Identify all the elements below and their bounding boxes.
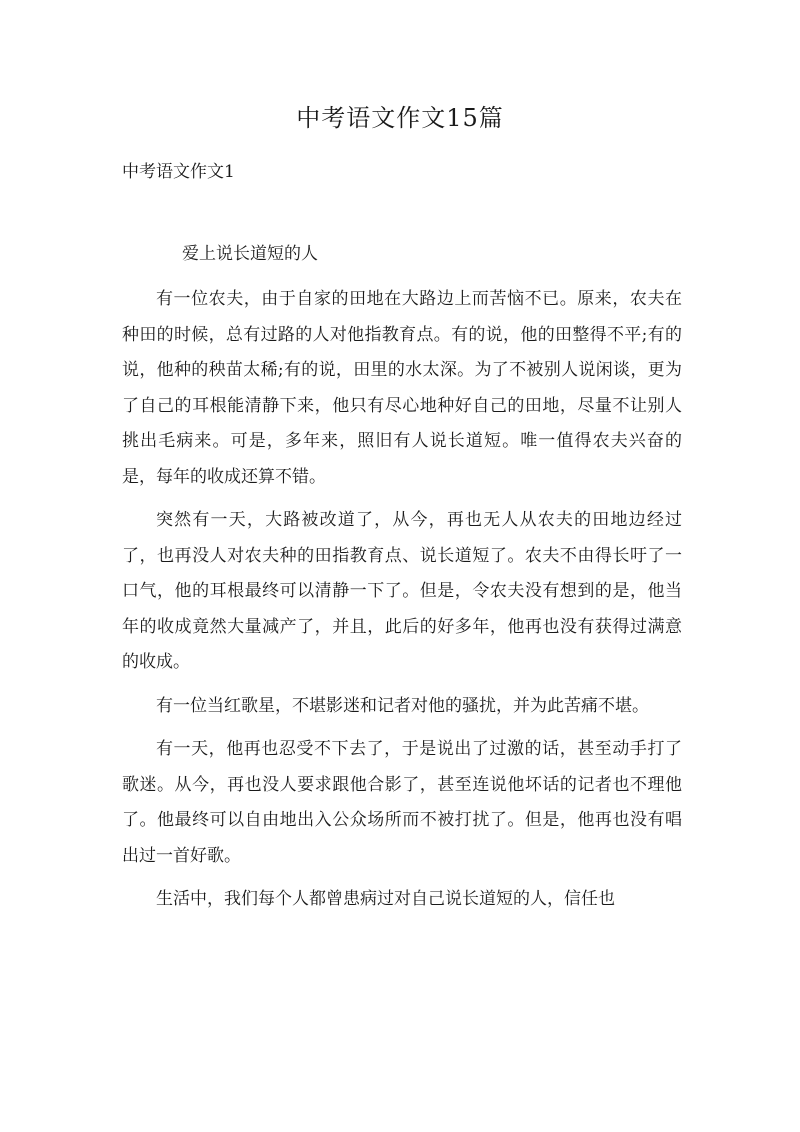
document-title: 中考语文作文15篇 xyxy=(296,104,504,132)
paragraph: 有一位农夫，由于自家的田地在大路边上而苦恼不已。原来，农夫在种田的时候，总有过路的人对他指教育点。有的说，他的田整得不平;有的说，他种的秧苗太稀;有的说，田里的水太深。为了不被别人说闲谈，更为了自己的耳根能清静下来，他只有尽心地种好自己的田地，尽量不让别人挑出毛病来。可是，多年来，照旧有人说长道短。唯一值得农夫兴奋的是，每年的收成还算不错。 xyxy=(122,289,682,487)
section-heading: 中考语文作文1 xyxy=(122,162,235,182)
paragraph: 生活中，我们每个人都曾患病过对自己说长道短的人，信任也 xyxy=(156,889,615,909)
essay-title: 爱上说长道短的人 xyxy=(182,244,318,264)
essay-body xyxy=(122,282,682,926)
paragraph: 突然有一天，大路被改道了，从今，再也无人从农夫的田地边经过了，也再没人对农夫种的田指教育点、说长道短了。农夫不由得长吁了一口气，他的耳根最终可以清静一下了。但是，令农夫没有想到的是，他当年的收成竟然大量减产了，并且，此后的好多年，他再也没有获得过满意的收成。 xyxy=(122,510,682,672)
paragraph: 有一天，他再也忍受不下去了，于是说出了过激的话，甚至动手打了歌迷。从今，再也没人要求跟他合影了，甚至连说他坏话的记者也不理他了。他最终可以自由地出入公众场所而不被打扰了。但是，他再也没有唱出过一首好歌。 xyxy=(122,739,682,866)
paragraph: 有一位当红歌星，不堪影迷和记者对他的骚扰，并为此苦痛不堪。 xyxy=(156,695,649,716)
